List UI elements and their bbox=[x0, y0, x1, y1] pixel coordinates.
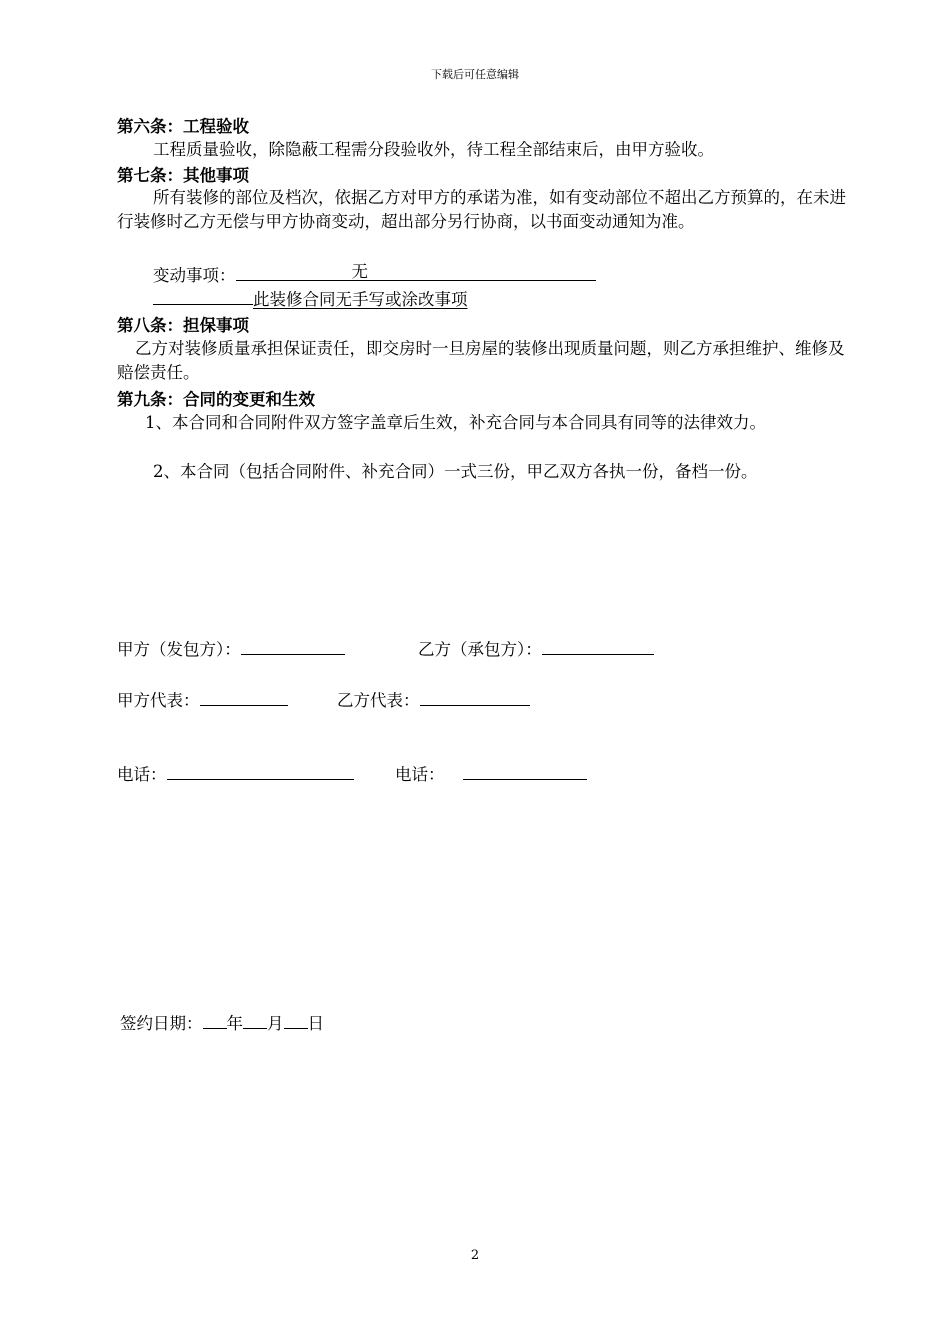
article9-item1: 1、本合同和合同附件双方签字盖章后生效，补充合同与本合同具有同等的法律效力。 bbox=[145, 413, 766, 432]
change-items-row bbox=[153, 263, 596, 288]
change-note: 此装修合同无手写或涂改事项 bbox=[253, 290, 468, 309]
rep-b-blank[interactable] bbox=[420, 688, 530, 706]
rep-a-label: 甲方代表： bbox=[117, 691, 200, 710]
rep-b-label: 乙方代表： bbox=[337, 691, 420, 710]
article6-title: 第六条：工程验收 bbox=[117, 117, 249, 136]
sign-date-label: 签约日期： bbox=[120, 1014, 203, 1033]
article9-title: 第九条：合同的变更和生效 bbox=[117, 390, 315, 409]
party-a-label: 甲方（发包方）： bbox=[117, 640, 241, 659]
phone-b-blank[interactable] bbox=[463, 762, 587, 780]
month-label: 月 bbox=[267, 1014, 284, 1033]
party-a-row bbox=[117, 636, 345, 660]
party-a-blank[interactable] bbox=[241, 637, 345, 655]
phone-b-row bbox=[395, 761, 587, 785]
phone-a-label: 电话： bbox=[117, 765, 167, 784]
rep-b-row bbox=[337, 687, 530, 711]
change-items-label: 变动事项： bbox=[153, 266, 236, 285]
year-blank[interactable] bbox=[203, 1011, 227, 1029]
sign-date-row bbox=[120, 1010, 324, 1034]
page-number: 2 bbox=[470, 1248, 480, 1263]
article9-item2: 2、本合同（包括合同附件、补充合同）一式三份，甲乙双方各执一份，备档一份。 bbox=[153, 462, 758, 481]
change-items-line bbox=[236, 263, 596, 281]
month-blank[interactable] bbox=[243, 1011, 267, 1029]
party-b-label: 乙方（承包方）： bbox=[418, 640, 542, 659]
year-label: 年 bbox=[226, 1014, 243, 1033]
change-note-line bbox=[153, 287, 253, 305]
page-header: 下载后可任意编辑 bbox=[431, 68, 519, 81]
phone-a-row bbox=[117, 761, 354, 785]
phone-a-blank[interactable] bbox=[167, 762, 354, 780]
article7-title: 第七条：其他事项 bbox=[117, 166, 249, 185]
article8-body: 乙方对装修质量承担保证责任，即交房时一旦房屋的装修出现质量问题，则乙方承担维护、维修及赔偿责任。 bbox=[117, 339, 845, 382]
article6-body: 工程质量验收，除隐蔽工程需分段验收外，待工程全部结束后，由甲方验收。 bbox=[153, 140, 714, 159]
party-b-blank[interactable] bbox=[542, 637, 654, 655]
article8-title: 第八条：担保事项 bbox=[117, 316, 249, 335]
day-label: 日 bbox=[307, 1014, 324, 1033]
party-b-row bbox=[418, 636, 654, 660]
rep-a-row bbox=[117, 687, 288, 711]
phone-b-label: 电话： bbox=[395, 765, 445, 784]
article7-body: 所有装修的部位及档次，依据乙方对甲方的承诺为准，如有变动部位不超出乙方预算的，在未进行装修时乙方无偿与甲方协商变动，超出部分另行协商，以书面变动通知为准。 bbox=[117, 188, 846, 231]
change-note-row bbox=[153, 287, 468, 312]
rep-a-blank[interactable] bbox=[200, 688, 288, 706]
change-items-value: 无 bbox=[351, 262, 368, 281]
day-blank[interactable] bbox=[284, 1011, 308, 1029]
